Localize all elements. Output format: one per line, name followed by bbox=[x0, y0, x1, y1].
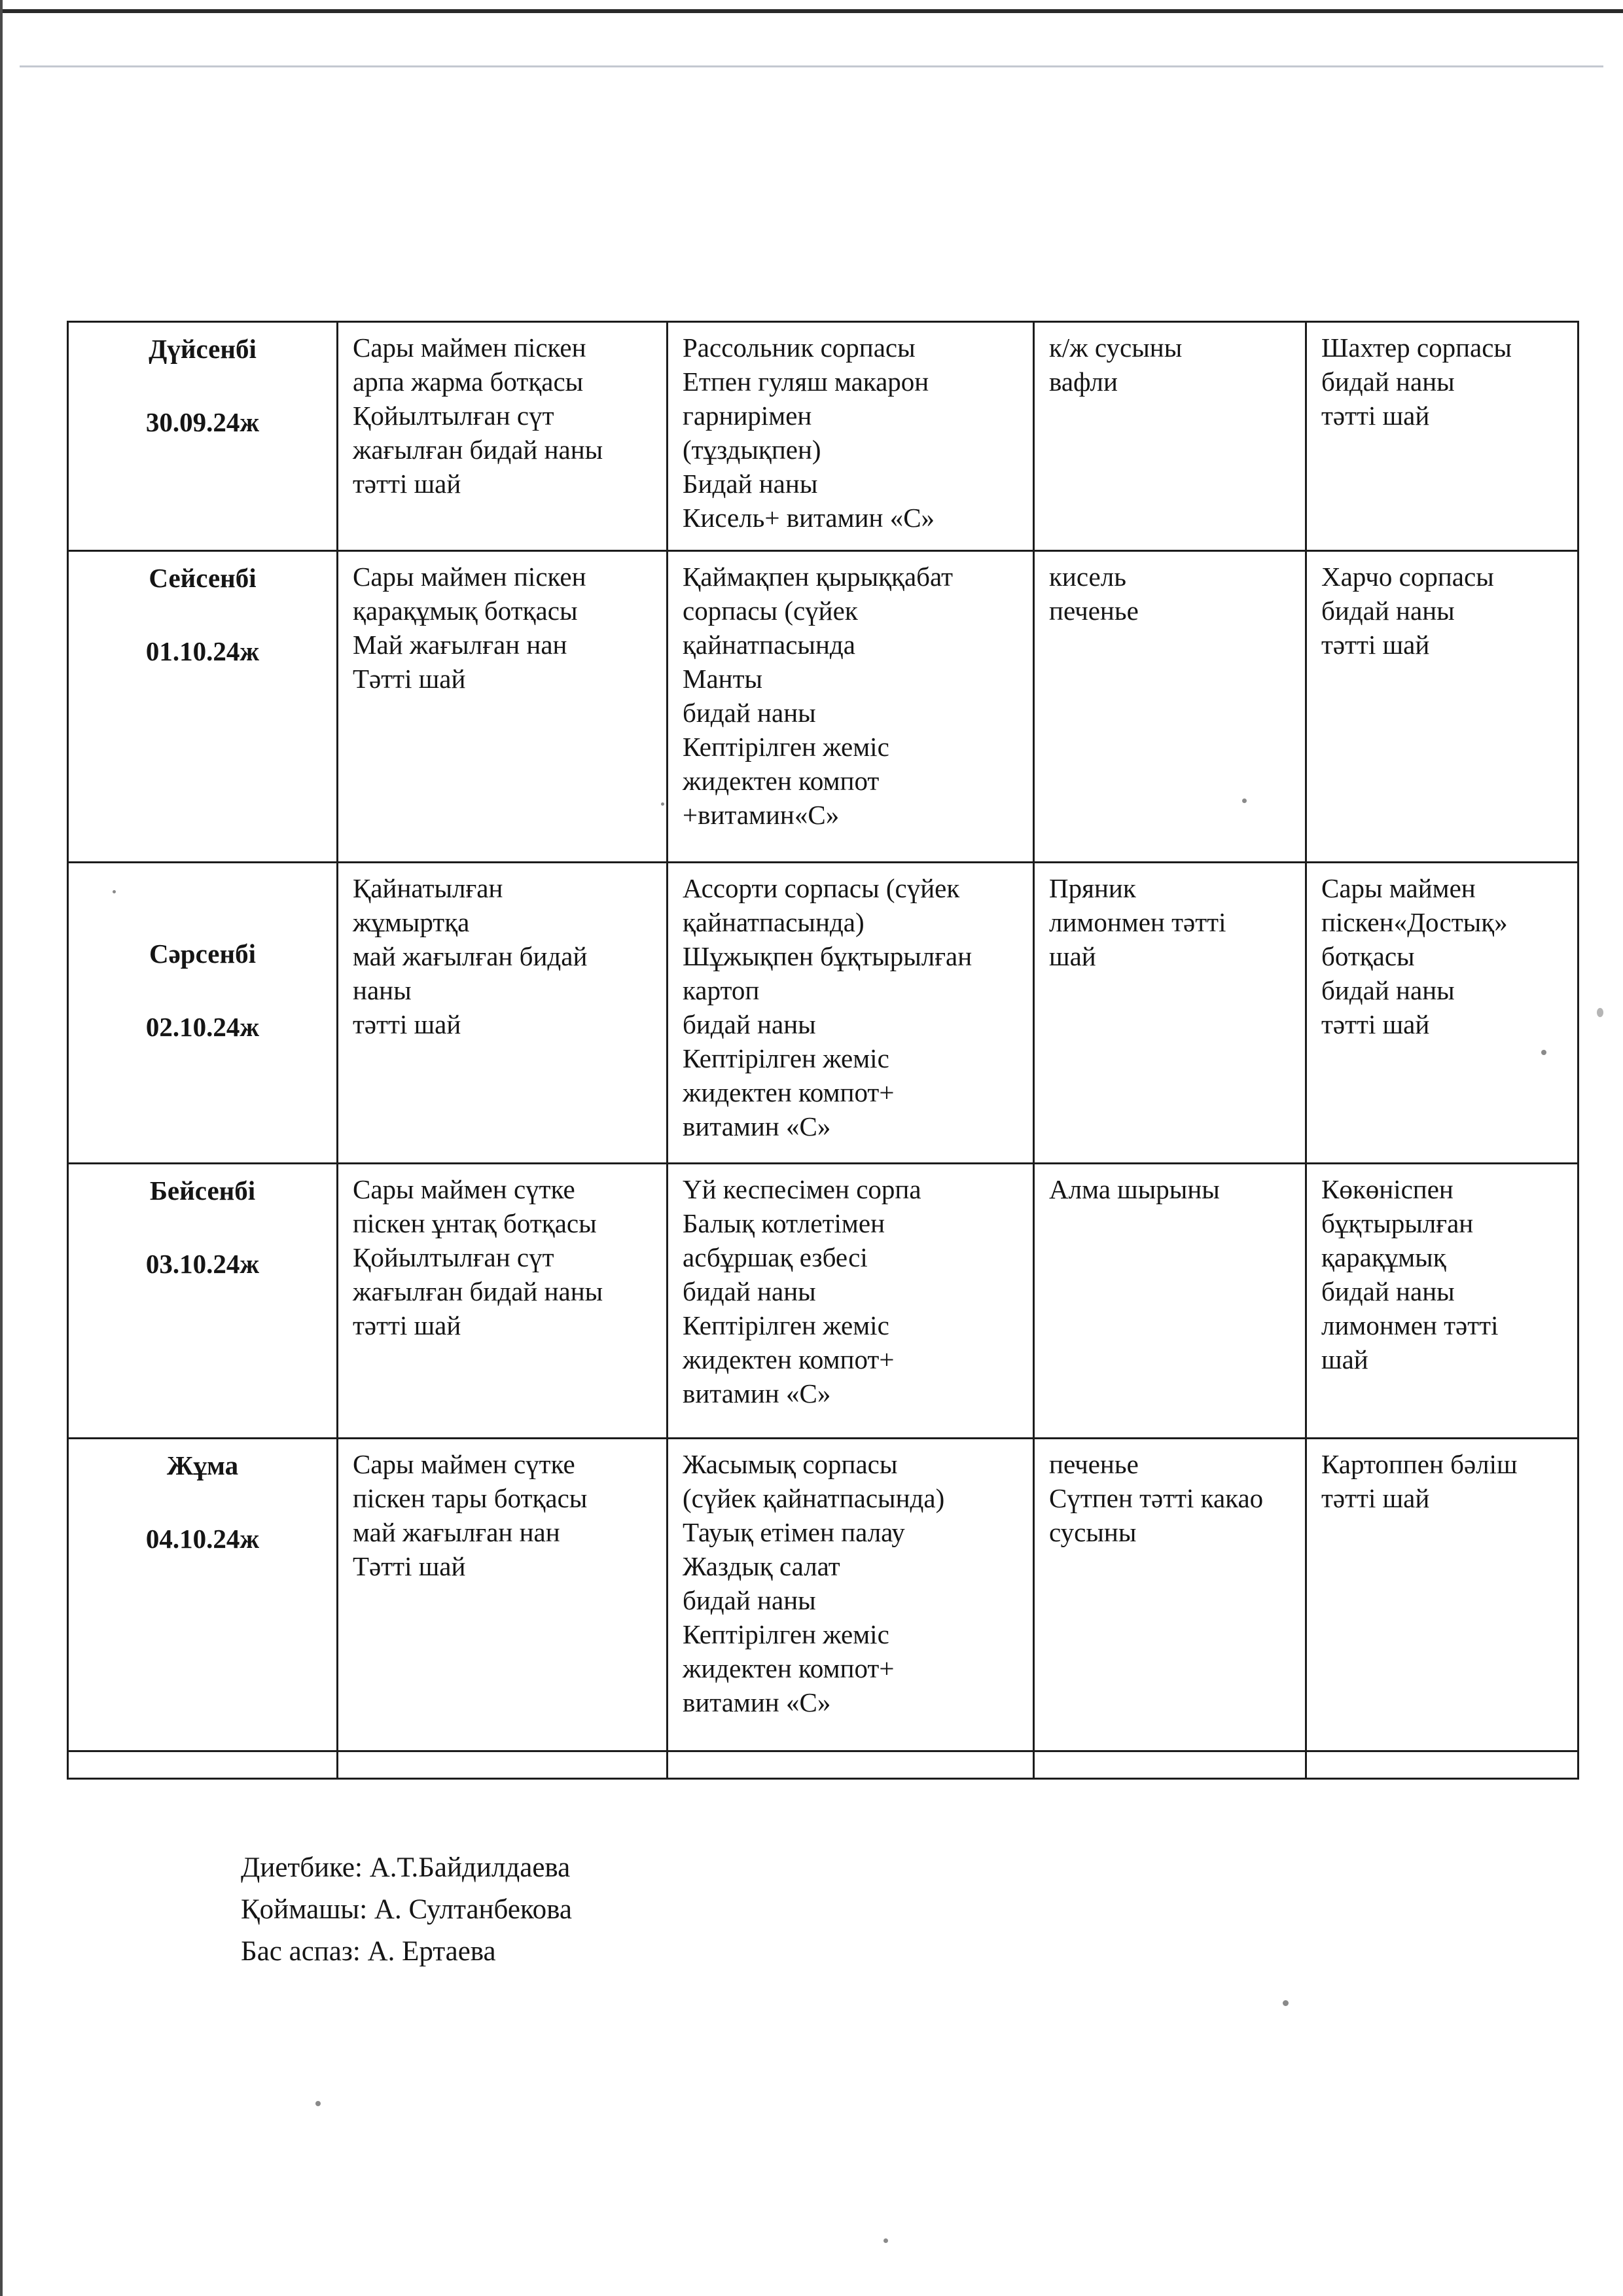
menu-item-line: май жағылған нан bbox=[353, 1517, 560, 1547]
empty-row bbox=[68, 1751, 1578, 1779]
dinner-cell bbox=[1306, 863, 1578, 1164]
day-date: 03.10.24ж bbox=[145, 1249, 260, 1279]
snack-cell bbox=[1034, 322, 1306, 551]
day-cell bbox=[68, 551, 338, 863]
menu-item-line: бидай наны bbox=[1321, 975, 1455, 1005]
menu-item-line: Ассорти сорпасы (сүйек bbox=[683, 873, 960, 903]
menu-item-line: Сары маймен сүтке bbox=[353, 1174, 575, 1204]
menu-item-line: Май жағылған нан bbox=[353, 630, 567, 660]
dinner-cell bbox=[1306, 1164, 1578, 1439]
menu-item-line: қарақұмық ботқасы bbox=[353, 596, 578, 626]
empty-cell bbox=[338, 1751, 668, 1779]
empty-cell bbox=[1306, 1751, 1578, 1779]
day-date: 04.10.24ж bbox=[145, 1524, 260, 1554]
menu-item-line: Харчо сорпасы bbox=[1321, 562, 1494, 592]
menu-row bbox=[68, 322, 1578, 551]
menu-item-line: Кептірілген жеміс bbox=[683, 1043, 889, 1073]
menu-item-line: бидай наны bbox=[1321, 1276, 1455, 1306]
lunch-cell bbox=[668, 1164, 1034, 1439]
menu-item-line: печенье bbox=[1049, 1449, 1139, 1479]
menu-item-line: Жасымық сорпасы bbox=[683, 1449, 898, 1479]
lunch-cell bbox=[668, 322, 1034, 551]
day-cell bbox=[68, 1439, 338, 1751]
breakfast-cell bbox=[338, 322, 668, 551]
menu-item-line: витамин «С» bbox=[683, 1378, 831, 1408]
scan-speck bbox=[113, 890, 116, 893]
breakfast-cell bbox=[338, 551, 668, 863]
menu-item-line: Кептірілген жеміс bbox=[683, 732, 889, 762]
scan-speck bbox=[315, 2101, 321, 2106]
menu-item-line: наны bbox=[353, 975, 412, 1005]
day-cell bbox=[68, 1164, 338, 1439]
empty-cell bbox=[68, 1751, 338, 1779]
menu-item-line: Жаздық салат bbox=[683, 1551, 840, 1581]
menu-item-line: картоп bbox=[683, 975, 760, 1005]
menu-item-line: Кептірілген жеміс bbox=[683, 1310, 889, 1340]
menu-item-line: Қойылтылған сүт bbox=[353, 401, 554, 431]
menu-item-line: кисель bbox=[1049, 562, 1126, 592]
menu-item-line: тәтті шай bbox=[1321, 401, 1430, 431]
day-cell bbox=[68, 322, 338, 551]
menu-item-line: гарнирімен bbox=[683, 401, 812, 431]
menu-item-line: Етпен гуляш макарон bbox=[683, 367, 929, 397]
menu-item-line: Тауық етімен палау bbox=[683, 1517, 905, 1547]
menu-item-line: Тәтті шай bbox=[353, 1551, 466, 1581]
day-date: 01.10.24ж bbox=[145, 636, 260, 666]
menu-item-line: Бидай наны bbox=[683, 469, 818, 499]
menu-item-line: печенье bbox=[1049, 596, 1139, 626]
day-date: 02.10.24ж bbox=[145, 1012, 260, 1042]
dietitian-signature-line: Диетбике: А.Т.Байдилдаева bbox=[241, 1852, 571, 1883]
scan-speck bbox=[1597, 1008, 1603, 1017]
menu-item-line: піскен«Достық» bbox=[1321, 907, 1508, 937]
menu-item-line: Пряник bbox=[1049, 873, 1136, 903]
menu-item-line: жидектен компот+ bbox=[683, 1653, 895, 1683]
menu-item-line: шай bbox=[1321, 1344, 1368, 1374]
menu-item-line: Үй кеспесімен сорпа bbox=[683, 1174, 921, 1204]
menu-item-line: витамин «С» bbox=[683, 1687, 831, 1717]
menu-item-line: лимонмен тәтті bbox=[1049, 907, 1226, 937]
menu-item-line: жидектен компот bbox=[683, 766, 880, 796]
storekeeper-signature-line: Қоймашы: А. Султанбекова bbox=[241, 1894, 572, 1925]
menu-item-line: Қаймақпен қырыққабат bbox=[683, 562, 954, 592]
scan-edge-left bbox=[0, 0, 3, 2296]
menu-item-line: Шұжықпен бұқтырылған bbox=[683, 941, 972, 971]
menu-item-line: арпа жарма ботқасы bbox=[353, 367, 584, 397]
menu-item-line: жидектен компот+ bbox=[683, 1077, 895, 1107]
day-name: Сейсенбі bbox=[149, 563, 257, 593]
day-cell bbox=[68, 863, 338, 1164]
menu-item-line: (тұздықпен) bbox=[683, 435, 821, 465]
dinner-cell bbox=[1306, 322, 1578, 551]
lunch-cell bbox=[668, 551, 1034, 863]
scan-speck bbox=[1541, 1050, 1546, 1055]
menu-row bbox=[68, 551, 1578, 863]
scan-speck bbox=[883, 2238, 888, 2243]
breakfast-cell bbox=[338, 1439, 668, 1751]
menu-item-line: (сүйек қайнатпасында) bbox=[683, 1483, 945, 1513]
menu-row bbox=[68, 1439, 1578, 1751]
snack-cell bbox=[1034, 551, 1306, 863]
menu-item-line: Сүтпен тәтті какао bbox=[1049, 1483, 1264, 1513]
dinner-cell bbox=[1306, 1439, 1578, 1751]
scan-edge-top bbox=[0, 9, 1623, 13]
menu-item-line: бидай наны bbox=[683, 698, 816, 728]
menu-item-line: бұқтырылған bbox=[1321, 1208, 1474, 1238]
menu-item-line: жағылған бидай наны bbox=[353, 1276, 603, 1306]
menu-item-line: тәтті шай bbox=[353, 1009, 461, 1039]
menu-item-line: Кептірілген жеміс bbox=[683, 1619, 889, 1649]
menu-item-line: бидай наны bbox=[683, 1585, 816, 1615]
menu-item-line: ботқасы bbox=[1321, 941, 1415, 971]
day-name: Дүйсенбі bbox=[149, 334, 257, 364]
menu-item-line: жағылған бидай наны bbox=[353, 435, 603, 465]
menu-item-line: Қойылтылған сүт bbox=[353, 1242, 554, 1272]
menu-item-line: Қайнатылған bbox=[353, 873, 503, 903]
lunch-cell bbox=[668, 863, 1034, 1164]
menu-item-line: қайнатпасында bbox=[683, 630, 855, 660]
menu-item-line: Сары маймен піскен bbox=[353, 332, 586, 363]
head-cook-signature-line: Бас аспаз: А. Ертаева bbox=[241, 1936, 496, 1967]
scan-speck bbox=[661, 802, 664, 806]
menu-item-line: жидектен компот+ bbox=[683, 1344, 895, 1374]
menu-item-line: +витамин«С» bbox=[683, 800, 840, 830]
day-name: Бейсенбі bbox=[149, 1175, 256, 1206]
menu-item-line: тәтті шай bbox=[353, 1310, 461, 1340]
snack-cell bbox=[1034, 1164, 1306, 1439]
menu-item-line: вафли bbox=[1049, 367, 1118, 397]
breakfast-cell bbox=[338, 1164, 668, 1439]
menu-item-line: асбұршақ езбесі bbox=[683, 1242, 868, 1272]
menu-item-line: тәтті шай bbox=[1321, 1009, 1430, 1039]
menu-item-line: бидай наны bbox=[683, 1276, 816, 1306]
breakfast-cell bbox=[338, 863, 668, 1164]
menu-item-line: Тәтті шай bbox=[353, 664, 466, 694]
menu-item-line: к/ж сусыны bbox=[1049, 332, 1183, 363]
menu-item-line: Сары маймен bbox=[1321, 873, 1476, 903]
snack-cell bbox=[1034, 863, 1306, 1164]
menu-item-line: бидай наны bbox=[683, 1009, 816, 1039]
empty-cell bbox=[668, 1751, 1034, 1779]
scan-speck bbox=[1283, 2000, 1289, 2006]
menu-item-line: Көкөніспен bbox=[1321, 1174, 1454, 1204]
menu-item-line: Кисель+ витамин «С» bbox=[683, 503, 935, 533]
menu-item-line: қайнатпасында) bbox=[683, 907, 865, 937]
menu-row bbox=[68, 863, 1578, 1164]
menu-item-line: Балық котлетімен bbox=[683, 1208, 885, 1238]
menu-item-line: май жағылған бидай bbox=[353, 941, 588, 971]
menu-item-line: піскен тары ботқасы bbox=[353, 1483, 588, 1513]
menu-item-line: тәтті шай bbox=[1321, 1483, 1430, 1513]
dinner-cell bbox=[1306, 551, 1578, 863]
menu-item-line: тәтті шай bbox=[1321, 630, 1430, 660]
signature-block bbox=[241, 1847, 572, 1973]
menu-item-line: сорпасы (сүйек bbox=[683, 596, 858, 626]
day-date: 30.09.24ж bbox=[145, 407, 260, 437]
menu-item-line: Манты bbox=[683, 664, 763, 694]
menu-item-line: Рассольник сорпасы bbox=[683, 332, 916, 363]
scan-speck bbox=[1242, 798, 1247, 803]
snack-cell bbox=[1034, 1439, 1306, 1751]
lunch-cell bbox=[668, 1439, 1034, 1751]
menu-item-line: жұмыртқа bbox=[353, 907, 470, 937]
menu-item-line: тәтті шай bbox=[353, 469, 461, 499]
menu-row bbox=[68, 1164, 1578, 1439]
menu-item-line: қарақұмық bbox=[1321, 1242, 1446, 1272]
menu-item-line: піскен ұнтақ ботқасы bbox=[353, 1208, 597, 1238]
menu-item-line: сусыны bbox=[1049, 1517, 1137, 1547]
menu-item-line: витамин «С» bbox=[683, 1111, 831, 1141]
empty-cell bbox=[1034, 1751, 1306, 1779]
menu-item-line: бидай наны bbox=[1321, 596, 1455, 626]
menu-item-line: Картоппен бәліш bbox=[1321, 1449, 1518, 1479]
menu-item-line: Алма шырыны bbox=[1049, 1174, 1220, 1204]
day-name: Сәрсенбі bbox=[149, 939, 257, 969]
menu-item-line: бидай наны bbox=[1321, 367, 1455, 397]
scan-faint-line bbox=[20, 65, 1603, 67]
menu-item-line: Сары маймен піскен bbox=[353, 562, 586, 592]
day-name: Жұма bbox=[166, 1450, 239, 1480]
menu-item-line: Сары маймен сүтке bbox=[353, 1449, 575, 1479]
menu-item-line: шай bbox=[1049, 941, 1096, 971]
weekly-menu-table bbox=[67, 321, 1579, 1780]
menu-table-body bbox=[68, 322, 1578, 1779]
menu-item-line: Шахтер сорпасы bbox=[1321, 332, 1512, 363]
menu-item-line: лимонмен тәтті bbox=[1321, 1310, 1499, 1340]
